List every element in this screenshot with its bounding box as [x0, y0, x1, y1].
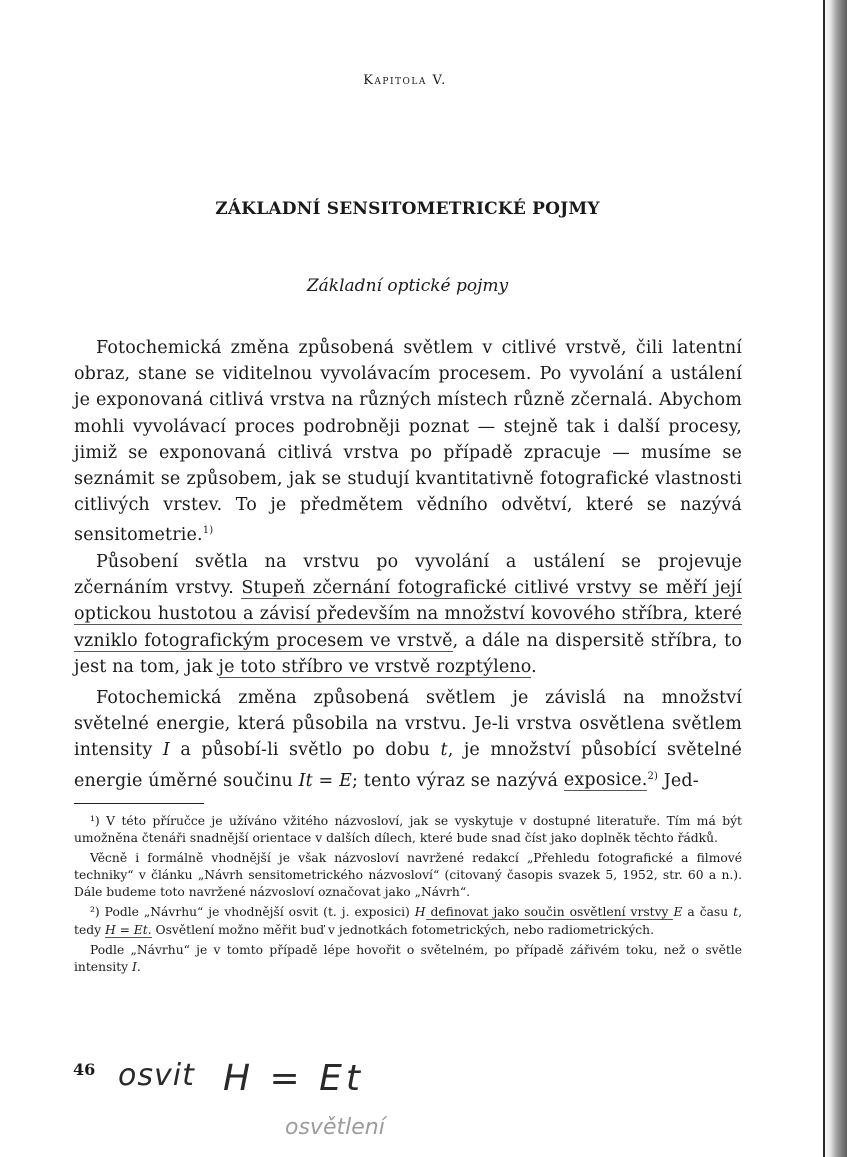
footnote-ref-2: 2)	[647, 770, 659, 782]
chapter-title: ZÁKLADNÍ SENSITOMETRICKÉ POJMY	[215, 199, 600, 219]
fn2-part-a: ²) Podle „Návrhu“ je vhodnější osvit (t. j. exposici)	[90, 905, 415, 920]
fn2-part-b: definovat jako součin osvětlení vrstvy	[425, 905, 674, 920]
paragraph-1-text: Fotochemická změna způsobená světlem v citlivé vrstvě, čili latentní obraz, stane se viditelnou vyvolávacím procesem. Po vyvolání a ustálení je exponovaná citlivá vrstva na různých místech různě zčernalá. Abychom mohli vyvolávací proces podrobněji poznat — stejně tak i další procesy, jimiž se exponovaná citlivá vrstva po případě zpracuje — musíme se seznámit se způsobem, jak se studují kvantitativně fotografické vlastnosti citlivých vrstev. To je předmětem vědního odvětví, které se nazývá sensitometrie.	[74, 338, 742, 546]
p3-part-b: a působí-li světlo po dobu	[169, 740, 441, 761]
footnote-ref-1: 1)	[202, 525, 214, 537]
page-edge-shadow	[823, 0, 847, 1157]
fn2-formula: H = Et.	[104, 922, 152, 937]
p3-part-a: Fotochemická změna způsobená světlem je závislá na množství světelné energie, která působila na vrstvu. Je-li vrstva osvětlena světlem intensity	[74, 688, 742, 761]
fn2-part-e: Osvětlení možno měřit buď v jednotkách fotometrických, nebo radiometrických.	[151, 922, 654, 937]
p2-part-c: , a dále na dispersitě stříbra, to jest na tom, jak	[74, 630, 743, 677]
formula-it-e: It = E	[298, 770, 353, 791]
p2-part-e: .	[531, 656, 537, 677]
footnote-2a	[74, 904, 742, 938]
paragraph-2	[74, 549, 742, 680]
p2-underlined-sentence: Stupeň zčernání fotografické citlivé vrstvy se měří její optickou hustotou a závisí především na množství kovového stříbra, které vzniklo fotografickým procesem ve vrstvě	[74, 578, 742, 651]
p3-part-e: Jed-	[658, 770, 699, 791]
p2-part-a: Působení světla na vrstvu po vyvolání a ustálení se projevuje zčernáním vrstvy.	[74, 552, 742, 599]
chapter-heading: Kapitola V.	[363, 73, 447, 88]
paragraph-1	[74, 335, 742, 548]
fn2-part-c: a času	[682, 905, 734, 920]
fn2-symbol-E: E	[673, 905, 683, 920]
fn2-symbol-t: t	[733, 905, 739, 920]
p3-part-d: ; tento výraz se nazývá	[352, 770, 564, 791]
footnote-1a: ¹) V této příručce je užíváno vžitého názvosloví, jak se vyskytuje v dostupné literatuře. Tím má být umožněna čtenáři snadnější orientace v dalších dílech, které bude snad číst jako doplněk těchto řádků.	[74, 814, 742, 846]
fn2-part-f: Podle „Návrhu“ je v tomto případě lépe hovořit o světelném, po případě zářivém toku, než o světle intensity	[74, 942, 742, 974]
p2-underlined-end: je toto stříbro ve vrstvě rozptýleno	[218, 656, 532, 677]
fn2-symbol-H: H	[414, 905, 426, 920]
handwritten-faint-word: osvětlení	[285, 1115, 385, 1140]
fn2-part-g: .	[136, 959, 141, 974]
footnote-1b: Věcně i formálně vhodnější je však názvosloví navržené redakcí „Přehledu fotografické a filmové techniky“ v článku „Návrh sensitometrického názvosloví“ (citovaný časopis svazek 5, 1952, str. 60 a n.). Dále budeme toto navržené názvosloví označovat jako „Návrh“.	[74, 851, 742, 900]
fn2-symbol-I: I	[132, 959, 137, 974]
handwritten-formula: H = Et	[223, 1058, 364, 1099]
footnote-2b	[74, 942, 742, 976]
symbol-I: I	[162, 740, 170, 761]
symbol-t: t	[440, 740, 448, 761]
page-edge-line	[823, 0, 825, 1157]
paragraph-3	[74, 685, 742, 794]
footnotes	[74, 813, 742, 979]
p3-part-c: , je množství působící světelné energie úměrné součinu	[74, 740, 742, 791]
page-number: 46	[73, 1060, 96, 1079]
footnote-separator	[74, 803, 204, 804]
section-subtitle: Základní optické pojmy	[306, 276, 509, 296]
term-exposice: exposice.	[563, 770, 648, 791]
handwritten-word: osvit	[118, 1058, 195, 1093]
fn2-part-d: , tedy	[74, 905, 742, 937]
